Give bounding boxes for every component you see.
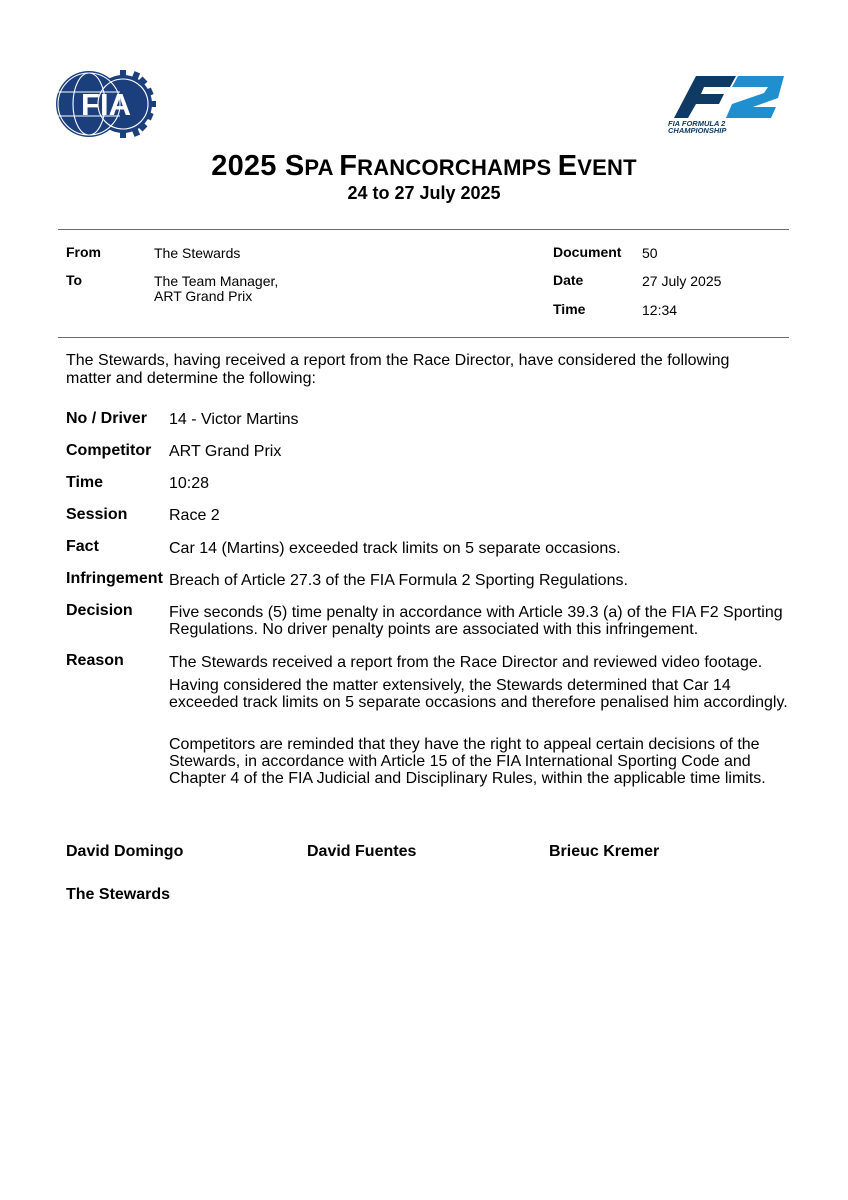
infringement-label: Infringement <box>66 570 163 587</box>
date-label: Date <box>553 272 584 288</box>
infringement-value: Breach of Article 27.3 of the FIA Formula 2 Sporting Regulations. <box>169 572 628 589</box>
session-value: Race 2 <box>169 507 220 524</box>
reason-paragraph-1: The Stewards received a report from the Race Director and reviewed video footage. <box>169 654 763 671</box>
time-label: Time <box>553 301 586 317</box>
time-value: 12:34 <box>642 302 678 318</box>
to-value-line2: ART Grand Prix <box>154 288 253 304</box>
fia-logo <box>55 70 156 138</box>
document-value: 50 <box>642 245 658 261</box>
from-label: From <box>66 244 101 260</box>
top-divider <box>58 229 789 230</box>
competitor-value: ART Grand Prix <box>169 443 282 460</box>
time-field-label: Time <box>66 474 104 491</box>
svg-text:FIA: FIA <box>81 87 131 122</box>
steward-signature-1: David Domingo <box>66 843 184 860</box>
steward-signature-2: David Fuentes <box>307 843 417 860</box>
document-label: Document <box>553 244 622 260</box>
session-label: Session <box>66 506 128 523</box>
svg-text:FIA FORMULA 2: FIA FORMULA 2 <box>668 119 726 128</box>
svg-text:CHAMPIONSHIP: CHAMPIONSHIP <box>668 126 727 134</box>
reason-paragraph-3: Competitors are reminded that they have the right to appeal certain decisions of the Stewards, in accordance with Article 15 of the FIA International Sporting Code and Chapter 4 of the FIA Judicial and Disciplinary Rules, within the applicable time limits. <box>169 736 766 787</box>
decision-value: Five seconds (5) time penalty in accordance with Article 39.3 (a) of the FIA F2 Sporting Regulations. No driver penalty points are associated with this infringement. <box>169 604 783 638</box>
intro-paragraph: The Stewards, having received a report from the Race Director, have considered the following matter and determine the following: <box>66 352 730 387</box>
date-value: 27 July 2025 <box>642 273 722 289</box>
decision-label: Decision <box>66 602 133 619</box>
event-title: 2025 SPA FRANCORCHAMPS EVENT <box>211 150 637 182</box>
f2-logo <box>666 74 788 134</box>
time-field-value: 10:28 <box>169 475 210 492</box>
reason-paragraph-2: Having considered the matter extensively, the Stewards determined that Car 14 exceeded track limits on 5 separate occasions and therefore penalised him accordingly. <box>169 677 788 711</box>
driver-label: No / Driver <box>66 410 147 427</box>
stewards-footer: The Stewards <box>66 886 171 903</box>
event-dates: 24 to 27 July 2025 <box>347 183 501 203</box>
driver-value: 14 - Victor Martins <box>169 411 299 428</box>
from-value: The Stewards <box>154 245 241 261</box>
competitor-label: Competitor <box>66 442 152 459</box>
reason-label: Reason <box>66 652 124 669</box>
fact-label: Fact <box>66 538 99 555</box>
steward-signature-3: Brieuc Kremer <box>549 843 660 860</box>
to-value-line1: The Team Manager, <box>154 273 279 289</box>
to-label: To <box>66 272 83 288</box>
bottom-divider <box>58 337 789 338</box>
fact-value: Car 14 (Martins) exceeded track limits on 5 separate occasions. <box>169 540 621 557</box>
